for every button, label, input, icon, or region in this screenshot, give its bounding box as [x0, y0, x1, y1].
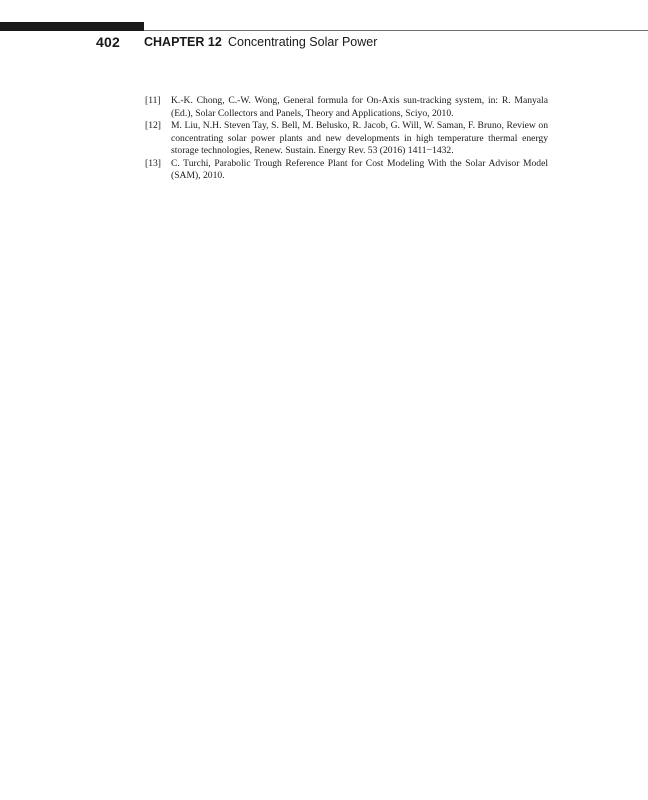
reference-text: K.-K. Chong, C.-W. Wong, General formula for On-Axis sun-tracking system, in: R. Manyala (Ed.), Solar Collectors and Panels, Theory and Applications, Sciyo, 2010. [171, 95, 548, 119]
reference-item [145, 120, 548, 158]
chapter-title: Concentrating Solar Power [228, 35, 378, 49]
reference-item [145, 158, 548, 183]
reference-item [145, 95, 548, 120]
chapter-label: CHAPTER 12 [144, 35, 222, 49]
reference-number: [12] [145, 120, 161, 131]
header-bar [0, 22, 144, 31]
header-rule [144, 30, 648, 31]
reference-number: [11] [145, 95, 161, 106]
reference-list [145, 95, 548, 183]
page-number: 402 [96, 34, 120, 50]
reference-text: M. Liu, N.H. Steven Tay, S. Bell, M. Belusko, R. Jacob, G. Will, W. Saman, F. Bruno, Review on concentrating solar power plants and new developments in high temperature thermal energy storage technologies, Renew. Sustain. Energy Rev. 53 (2016) 1411−1432. [171, 120, 548, 156]
reference-text: C. Turchi, Parabolic Trough Reference Plant for Cost Modeling With the Solar Advisor Model (SAM), 2010. [171, 157, 548, 181]
reference-number: [13] [145, 157, 161, 169]
